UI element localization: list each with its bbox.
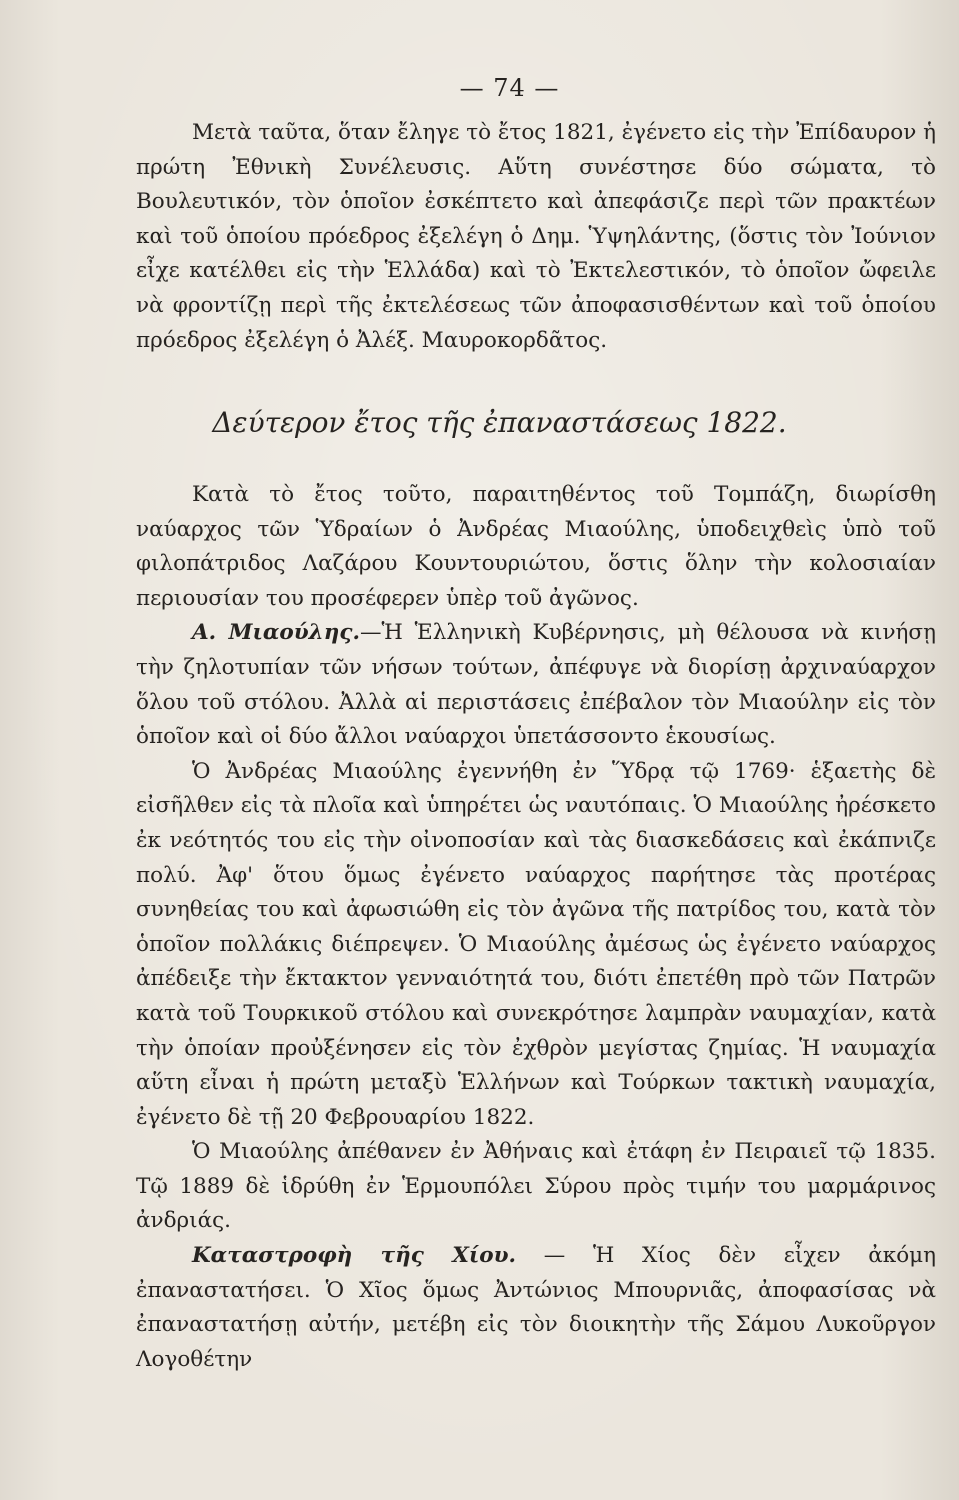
paragraph-chios-text: — Ἡ Χίος δὲν εἶχεν ἀκόμη ἐπαναστατήσει. Ὁ Χῖος ὅμως Ἀντώνιος Μπουρνιᾶς, ἀποφασίσας νὰ ἐπαναστατήσῃ αὐτήν, μετέβη εἰς τὸν διοικητὴν τῆς Σάμου Λυκοῦργον Λογοθέτην — [136, 1243, 937, 1372]
subheading-miaoulis: Α. Μιαούλης. — [192, 620, 360, 646]
paragraph-miaoulis-text: —Ἡ Ἑλληνικὴ Κυβέρνησις, μὴ θέλουσα νὰ κινήσῃ τὴν ζηλοτυπίαν τῶν νήσων τούτων, ἀπέφυγε νὰ διορίσῃ ἀρχιναύαρχον ὅλου τοῦ στόλου. Ἀλλὰ αἱ περιστάσεις ἐπέβαλον τὸν Μιαούλην εἰς τὸν ὁποῖον καὶ οἱ δύο ἄλλοι ναύαρχοι ὑπετάσσοντο ἑκουσίως. — [136, 620, 936, 750]
paragraph-miaoulis-biography: Ὁ Ἀνδρέας Μιαούλης ἐγεννήθη ἐν Ὕδρᾳ τῷ 1769· ἑξαετὴς δὲ εἰσῆλθεν εἰς τὰ πλοῖα καὶ ὑπηρέτει ὡς ναυτόπαις. Ὁ Μιαούλης ἠρέσκετο ἐκ νεότητός του εἰς τὴν οἰνοποσίαν καὶ τὰς διασκεδάσεις καὶ ἐκάπνιζε πολύ. Ἀφ' ὅτου ὅμως ἐγένετο ναύαρχος παρήτησε τὰς προτέρας συνηθείας του καὶ ἀφωσιώθη εἰς τὸν ἀγῶνα τῆς πατρίδος του, κατὰ τὸν ὁποῖον πολλάκις διέπρεψεν. Ὁ Μιαούλης ἀμέσως ὡς ἐγένετο ναύαρχος ἀπέδειξε τὴν ἔκτακτον γενναιότητά του, διότι ἐπετέθη πρὸ τῶν Πατρῶν κατὰ τοῦ Τουρκικοῦ στόλου καὶ συνεκρότησε λαμπρὰν ναυμαχίαν, κατὰ τὴν ὁποίαν προὐξένησεν εἰς τὸν ἐχθρὸν μεγίστας ζημίας. Ἡ ναυμαχία αὕτη εἶναι ἡ πρώτη μεταξὺ Ἑλλήνων καὶ Τούρκων τακτικὴ ναυμαχία, ἐγένετο δὲ τῇ 20 Φεβρουαρίου 1822. — [136, 758, 936, 1130]
page-number: — 74 — — [459, 74, 560, 102]
paragraph-appointment: Κατὰ τὸ ἔτος τοῦτο, παραιτηθέντος τοῦ Τομπάζη, διωρίσθη ναύαρχος τῶν Ὑδραίων ὁ Ἀνδρέας Μιαούλης, ὑποδειχθεὶς ὑπὸ τοῦ φιλοπάτριδος Λαζάρου Κουντουριώτου, ὅστις ὅλην τὴν κολοσιαίαν περιουσίαν του προσέφερεν ὑπὲρ τοῦ ἀγῶνος. — [136, 482, 936, 611]
intro-paragraph: Μετὰ ταῦτα, ὅταν ἔληγε τὸ ἔτος 1821, ἐγένετο εἰς τὴν Ἐπίδαυρον ἡ πρώτη Ἐθνικὴ Συνέλευσις. Αὕτη συνέστησε δύο σώματα, τὸ Βουλευτικόν, τὸν ὁποῖον ἐσκέπτετο καὶ ἀπεφάσιζε περὶ τῶν πρακτέων καὶ τοῦ ὁποίου πρόεδρος ἐξελέγη ὁ Δημ. Ὑψηλάντης, (ὅστις τὸν Ἰούνιον εἶχε κατέλθει εἰς τὴν Ἑλλάδα) καὶ τὸ Ἐκτελεστικόν, τὸ ὁποῖον ὤφειλε νὰ φροντίζῃ περὶ τῆς ἐκτελέσεως τῶν ἀποφασισθέντων καὶ τοῦ ὁποίου πρόεδρος ἐξελέγη ὁ Ἀλέξ. Μαυροκορδᾶτος. — [136, 120, 936, 353]
main-text-block — [136, 478, 936, 1377]
paragraph-miaoulis-intro — [136, 616, 936, 754]
paragraph-chios — [136, 1239, 936, 1377]
subheading-chios: Καταστροφὴ τῆς Χίου. — [192, 1243, 517, 1269]
section-heading: Δεύτερον ἔτος τῆς ἐπαναστάσεως 1822. — [212, 406, 787, 439]
paragraph-miaoulis-death: Ὁ Μιαούλης ἀπέθανεν ἐν Ἀθήναις καὶ ἐτάφη ἐν Πειραιεῖ τῷ 1835. Τῷ 1889 δὲ ἱδρύθη ἐν Ἑρμουπόλει Σύρου πρὸς τιμήν του μαρμάρινος ἀνδριάς. — [136, 1139, 936, 1234]
intro-text-block — [136, 116, 936, 358]
